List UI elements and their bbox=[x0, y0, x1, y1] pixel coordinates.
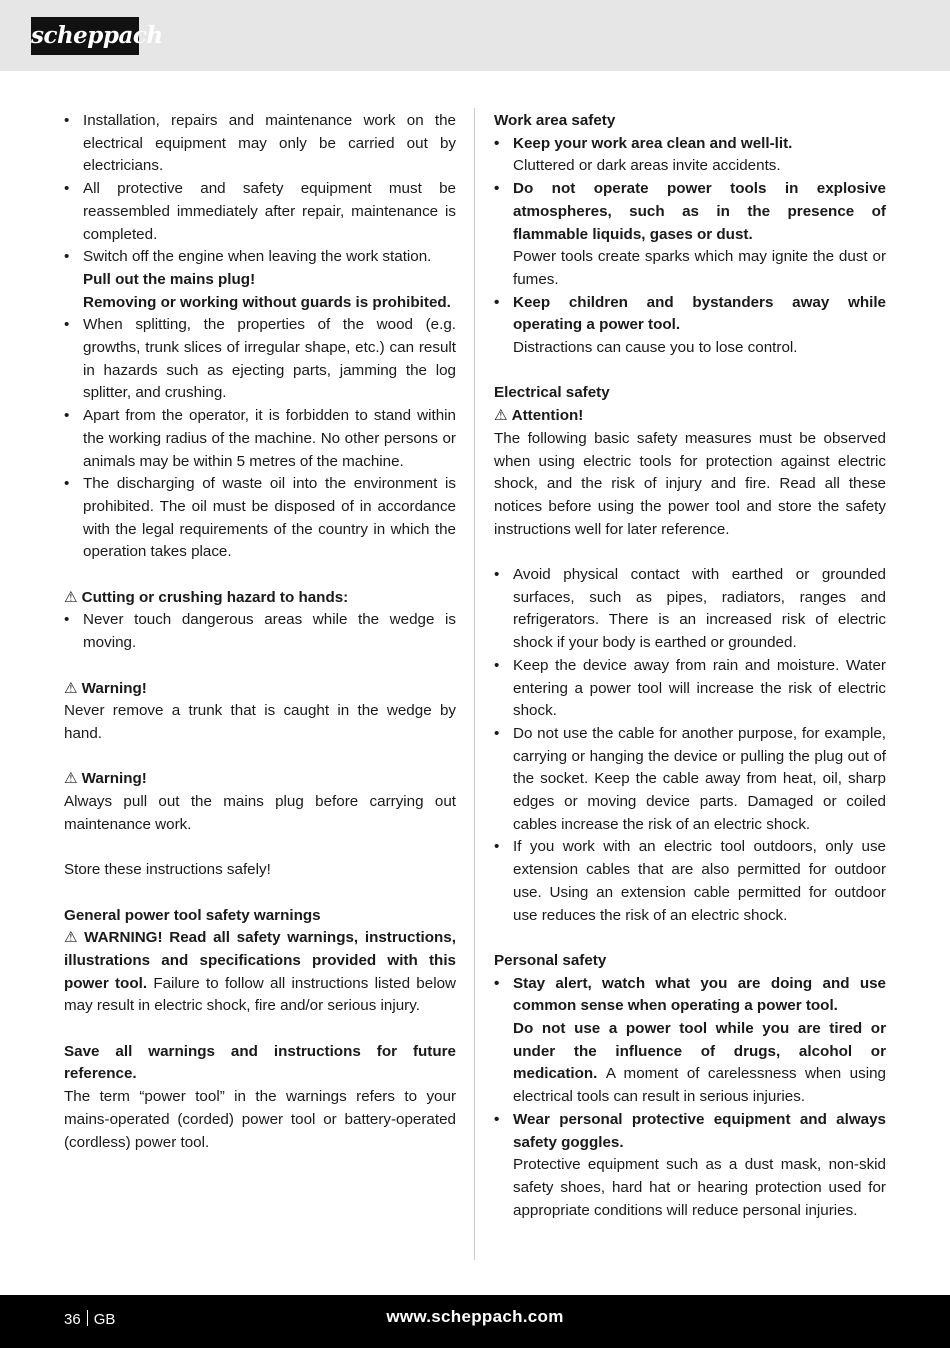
general-warnings-heading: General power tool safety warnings bbox=[64, 906, 321, 924]
list-item: • Stay alert, watch what you are doing and use common sense when operating a power tool. Do not use a power tool while you are tired or under the influence of drugs, alcohol or medication. A moment of carelessness when using electrical tools can result in serious injuries. bbox=[494, 974, 886, 1106]
list-item: • Do not use the cable for another purpose, for example, carrying or hanging the device or pulling the plug out of the socket. Keep the cable away from heat, oil, sharp edges or moving device parts. Damaged or coiled cables increase the risk of an electric shock. bbox=[494, 724, 886, 833]
warning-heading: ⚠ Warning! bbox=[64, 770, 147, 788]
list-item: • Avoid physical contact with earthed or grounded surfaces, such as pipes, radiators, ranges and refrigerators. There is an increased risk of electric shock if your body is earthed or grounded. bbox=[494, 566, 886, 652]
list-item: • Apart from the operator, it is forbidden to stand within the working radius of the machine. No other persons or animals may be within 5 metres of the machine. bbox=[64, 407, 456, 470]
general-warnings-paragraph: ⚠ WARNING! Read all safety warnings, instructions, illustrations and specifications provided with this power tool. Failure to follow all instructions listed below may result in electric shock, fire and/or serious injury. bbox=[64, 929, 456, 1015]
store-instructions: Store these instructions safely! bbox=[64, 861, 271, 879]
list-item: • Never touch dangerous areas while the wedge is moving. bbox=[64, 611, 456, 652]
list-item: • Keep your work area clean and well-lit. Cluttered or dark areas invite accidents. bbox=[494, 134, 793, 175]
page-number: 36 GB bbox=[64, 1311, 116, 1328]
column-divider bbox=[474, 108, 475, 1260]
personal-safety-heading: Personal safety bbox=[494, 951, 607, 969]
work-area-heading: Work area safety bbox=[494, 112, 616, 129]
warning-heading: ⚠ Warning! bbox=[64, 679, 147, 697]
electrical-safety-heading: Electrical safety bbox=[494, 384, 610, 402]
power-tool-term-text: The term “power tool” in the warnings refers to your mains-operated (corded) power tool or battery-operated (cordless) power tool. bbox=[64, 1088, 456, 1151]
warning-triangle-icon: ⚠ bbox=[64, 929, 81, 947]
list-item: • If you work with an electric tool outdoors, only use extension cables that are also permitted for outdoor use. Using an extension cable permitted for outdoor use reduces the risk of an electric shock. bbox=[494, 838, 886, 924]
list-item: • Keep children and bystanders away while operating a power tool. Distractions can cause you to lose control. bbox=[494, 293, 886, 357]
electrical-safety-list bbox=[494, 564, 886, 927]
website-url: www.scheppach.com bbox=[386, 1307, 564, 1326]
list-item: • Wear personal protective equipment and always safety goggles. Protective equipment such as a dust mask, non-skid safety shoes, hard hat or hearing protection used for appropriate conditions will reduce personal injuries. bbox=[494, 1110, 886, 1219]
warning-text: Never remove a trunk that is caught in the wedge by hand. bbox=[64, 702, 456, 742]
save-warnings-heading: Save all warnings and instructions for future reference. bbox=[64, 1042, 456, 1083]
page-footer bbox=[0, 1295, 950, 1348]
personal-safety-list bbox=[494, 973, 886, 1223]
page-header bbox=[0, 0, 950, 71]
mains-plug-note: Pull out the mains plug! bbox=[83, 270, 256, 288]
language-code: GB bbox=[93, 1311, 116, 1328]
warning-triangle-icon: ⚠ bbox=[494, 407, 508, 425]
list-item: • Switch off the engine when leaving the work station. Pull out the mains plug! Removing or working without guards is prohibited. bbox=[64, 248, 451, 311]
warning-triangle-icon: ⚠ bbox=[64, 679, 78, 697]
list-item: • Keep the device away from rain and moisture. Water entering a power tool will increase the risk of electric shock. bbox=[494, 656, 886, 720]
guards-note: Removing or working without guards is prohibited. bbox=[83, 293, 451, 311]
list-item: • Do not operate power tools in explosive atmospheres, such as in the presence of flammable liquids, gases or dust. Power tools create sparks which may ignite the dust or fumes. bbox=[494, 180, 886, 288]
scheppach-logo: scheppach bbox=[31, 17, 139, 55]
general-safety-list bbox=[64, 110, 456, 564]
warning-triangle-icon: ⚠ bbox=[64, 588, 78, 606]
list-item: • The discharging of waste oil into the environment is prohibited. The oil must be disposed of in accordance with the legal requirements of the country in which the operation takes place. bbox=[64, 475, 456, 561]
cutting-hazard-heading: ⚠ Cutting or crushing hazard to hands: bbox=[64, 588, 349, 606]
electrical-safety-text: The following basic safety measures must be observed when using electric tools for protection against electric shock, and the risk of injury and fire. Read all these notices before using the power tool and store the safety instructions well for later reference. bbox=[494, 429, 886, 538]
warning-triangle-icon: ⚠ bbox=[64, 770, 78, 788]
list-item: • Installation, repairs and maintenance work on the electrical equipment may only be carried out by electricians. bbox=[64, 112, 456, 175]
left-column bbox=[64, 110, 456, 1154]
list-item: • All protective and safety equipment must be reassembled immediately after repair, maintenance is completed. bbox=[64, 180, 456, 243]
warning-text: Always pull out the mains plug before carrying out maintenance work. bbox=[64, 793, 456, 833]
list-item: • When splitting, the properties of the wood (e.g. growths, trunk slices of irregular shape, etc.) can result in hazards such as ejecting parts, jamming the log splitter, and crushing. bbox=[64, 316, 456, 402]
attention-heading: ⚠ Attention! bbox=[494, 407, 584, 425]
work-area-list bbox=[494, 133, 886, 360]
right-column bbox=[494, 110, 886, 1222]
